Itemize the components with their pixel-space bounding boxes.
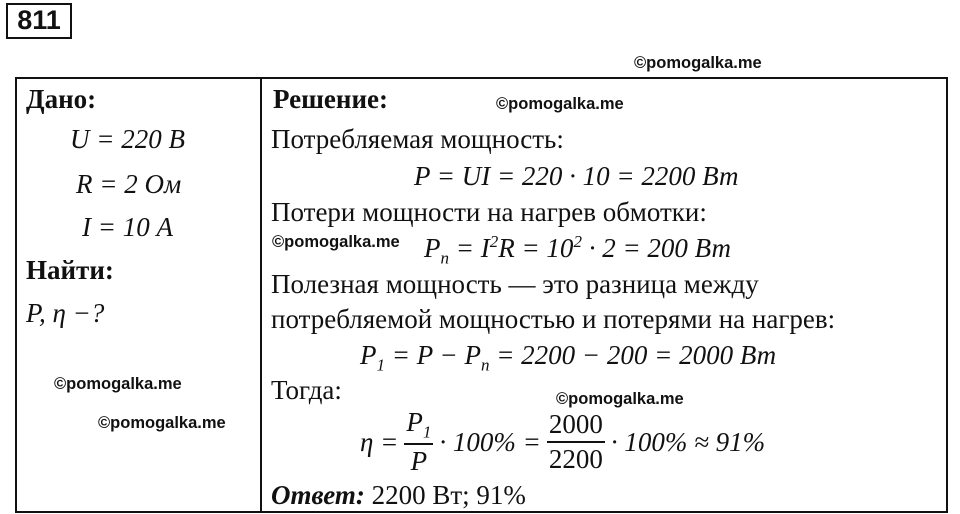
eta-prefix: η = [360, 426, 399, 457]
find-question: P, η −? [26, 298, 105, 328]
answer-value: 2200 Вт; 91% [364, 480, 526, 510]
watermark: ©pomogalka.me [496, 95, 624, 113]
problem-number: 811 [6, 3, 72, 39]
formula-losses: $P_п = I^2R = 10^2 \cdot 2 = 200$ Вт [424, 232, 731, 268]
given-resistance: R = 2 Ом [76, 169, 182, 199]
answer-line [271, 480, 526, 511]
solution-line-consumed-power: Потребляемая мощность: [271, 124, 564, 154]
find-title: Найти: [26, 255, 114, 285]
given-voltage: U = 220 В [70, 124, 185, 154]
given-current: I = 10 А [82, 212, 173, 242]
watermark: ©pomogalka.me [272, 233, 400, 251]
answer-label: Ответ: [271, 480, 365, 510]
solution-line-losses: Потери мощности на нагрев обмотки: [271, 197, 707, 227]
watermark: ©pomogalka.me [634, 54, 762, 72]
solution-title: Решение: [273, 84, 388, 114]
watermark: ©pomogalka.me [98, 414, 226, 432]
watermark: ©pomogalka.me [556, 390, 684, 408]
column-divider [260, 77, 262, 513]
formula-useful-power: $P_1 = P - P_п = 2200 - 200 = 2000$ Вт [360, 340, 777, 375]
eta-middle: · 100% = [439, 426, 541, 457]
solution-line-useful-power: Полезная мощность — это разница между [271, 269, 759, 299]
watermark: ©pomogalka.me [54, 375, 182, 393]
formula-efficiency [360, 406, 765, 478]
given-title: Дано: [26, 84, 97, 114]
fraction-2000-over-2200: $\frac{2000}{2200}$ [548, 409, 603, 474]
fraction-p1-over-p: $\frac{P_1}{P}$ [406, 406, 432, 477]
solution-line-difference: потребляемой мощностью и потерями на нагрев: [271, 304, 836, 334]
eta-suffix: · 100% ≈ 91% [610, 426, 766, 457]
formula-consumed-power: P = UI = 220 · 10 = 2200 Вт [414, 161, 739, 191]
solution-line-then: Тогда: [271, 375, 342, 405]
